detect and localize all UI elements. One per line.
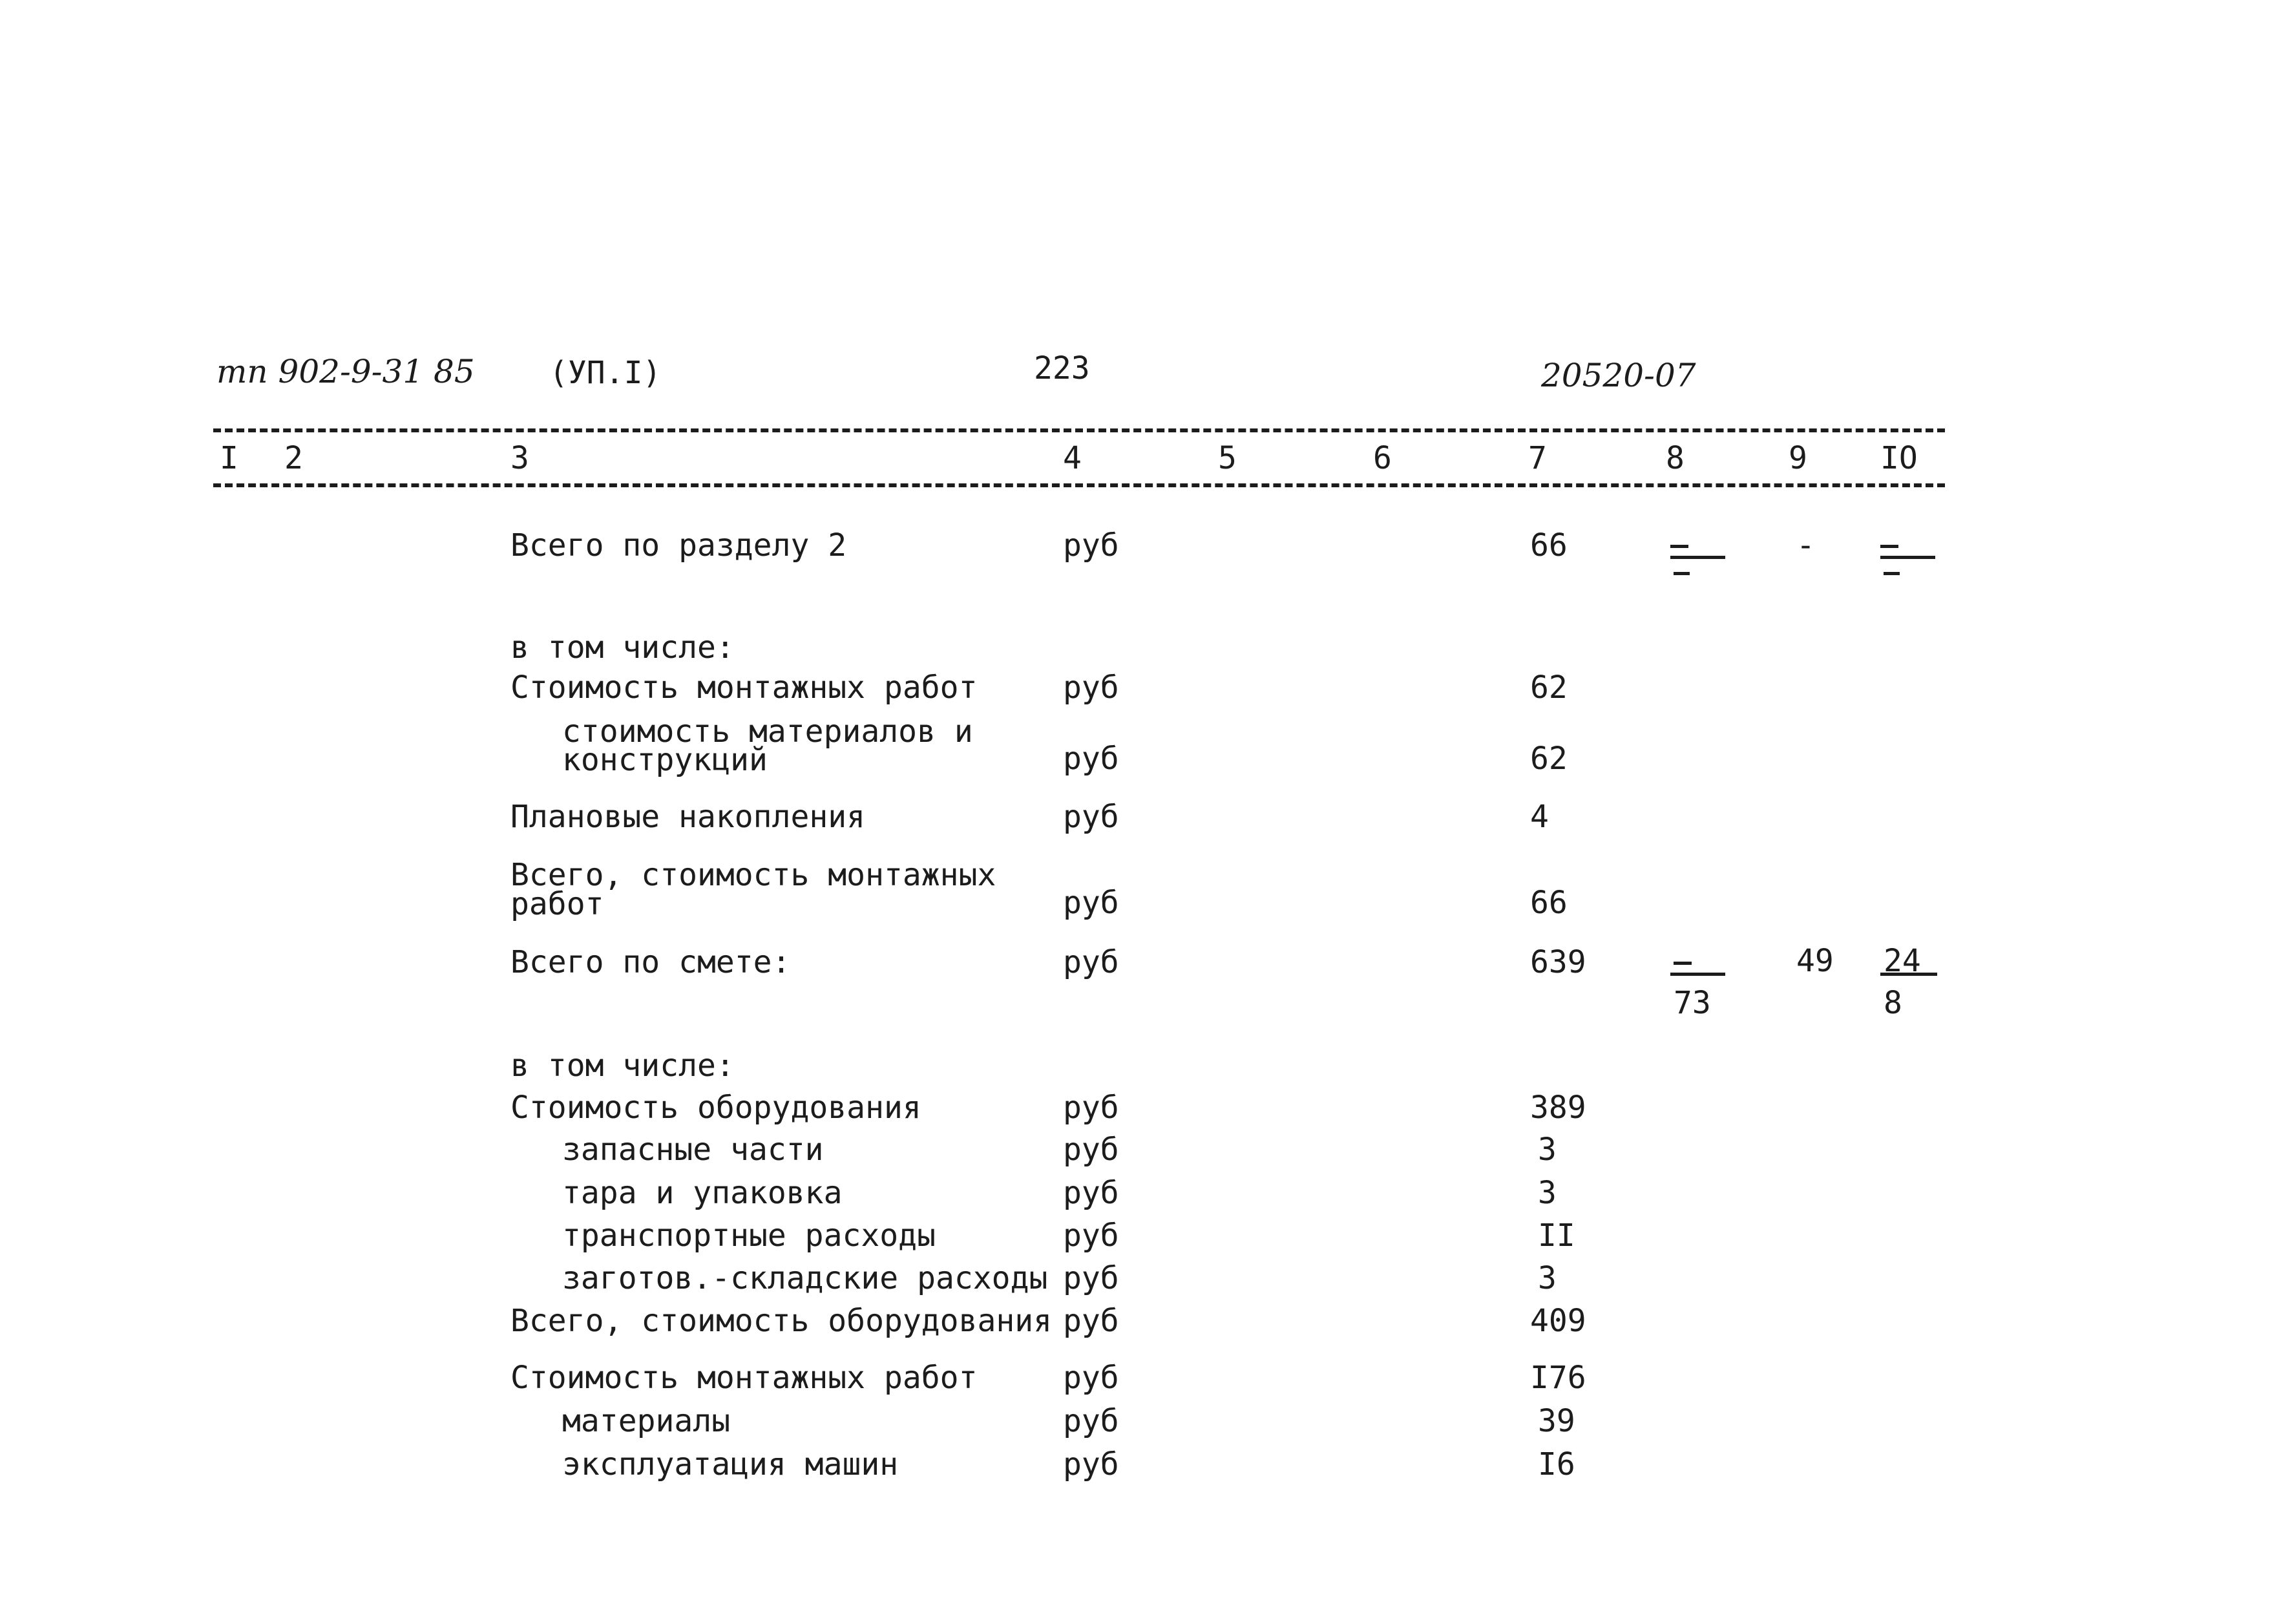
- col10-fraction-bar: [1880, 556, 1935, 559]
- col10-dash-mark: [1884, 572, 1900, 575]
- row-value-col7: I6: [1538, 1446, 1575, 1482]
- row-label: транспортные расходы: [562, 1218, 936, 1254]
- col10-fraction-bar: [1880, 973, 1937, 976]
- row-value-col7: 389: [1530, 1090, 1586, 1126]
- row-unit: руб: [1063, 741, 1119, 777]
- column-header-4: 4: [1063, 440, 1082, 476]
- col8-fraction-bar: [1670, 556, 1725, 559]
- column-header-6: 6: [1373, 440, 1392, 476]
- row-unit: руб: [1063, 1218, 1119, 1254]
- header-top-rule: [213, 428, 1945, 432]
- column-header-5: 5: [1218, 440, 1237, 476]
- row-value-col7: 409: [1530, 1303, 1586, 1339]
- row-unit: руб: [1063, 1360, 1119, 1396]
- row-value-col8-denominator: 73: [1674, 985, 1711, 1021]
- document-part: (УП.I): [549, 355, 662, 391]
- row-value-col7: 39: [1538, 1403, 1575, 1439]
- row-label: Стоимость монтажных работ: [510, 670, 978, 706]
- col10-dash-mark: [1880, 545, 1898, 548]
- page-number: 223: [1034, 350, 1090, 386]
- row-label: запасные части: [562, 1132, 824, 1168]
- row-value-col9: -: [1796, 527, 1815, 564]
- column-header-9: 9: [1789, 440, 1807, 476]
- row-label: материалы: [562, 1403, 731, 1439]
- row-unit: руб: [1063, 1403, 1119, 1439]
- row-unit: руб: [1063, 885, 1119, 921]
- row-label: Всего по разделу 2: [510, 527, 847, 564]
- row-label: в том числе:: [510, 1048, 735, 1084]
- column-header-7: 7: [1528, 440, 1547, 476]
- document-code: тп 902-9-31 85: [216, 353, 475, 390]
- row-value-col7: 3: [1538, 1175, 1557, 1211]
- row-label-continuation: конструкций: [562, 742, 768, 778]
- row-label: Плановые накопления: [510, 799, 866, 835]
- row-value-col7: 66: [1530, 527, 1568, 564]
- row-unit: руб: [1063, 1175, 1119, 1211]
- row-value-col10-numerator: 24: [1884, 943, 1921, 979]
- row-label: заготов.-складские расходы: [562, 1260, 1048, 1296]
- row-value-col7: 4: [1530, 799, 1549, 835]
- column-header-10: IO: [1880, 440, 1918, 476]
- row-label: в том числе:: [510, 629, 735, 666]
- row-unit: руб: [1063, 799, 1119, 835]
- row-label: тара и упаковка: [562, 1175, 843, 1211]
- col8-dash-mark: [1674, 572, 1690, 575]
- row-label: Стоимость оборудования: [510, 1090, 921, 1126]
- row-unit: руб: [1063, 944, 1119, 980]
- row-value-col7: II: [1538, 1218, 1575, 1254]
- col8-dash-mark: [1670, 545, 1688, 548]
- row-value-col10-denominator: 8: [1884, 985, 1902, 1021]
- sheet-code: 20520-07: [1541, 357, 1696, 394]
- row-unit: руб: [1063, 1303, 1119, 1339]
- row-unit: руб: [1063, 670, 1119, 706]
- row-label: Стоимость монтажных работ: [510, 1360, 978, 1396]
- col8-fraction-bar: [1670, 973, 1725, 976]
- col8-dash-mark: [1674, 962, 1692, 965]
- row-value-col7: I76: [1530, 1360, 1586, 1396]
- row-unit: руб: [1063, 1446, 1119, 1482]
- header-bottom-rule: [213, 483, 1945, 487]
- row-value-col7: 66: [1530, 885, 1568, 921]
- row-label: стоимость материалов и: [562, 713, 973, 750]
- row-label: Всего, стоимость оборудования: [510, 1303, 1053, 1339]
- row-value-col7: 639: [1530, 944, 1586, 980]
- row-value-col7: 62: [1530, 670, 1568, 706]
- row-value-col7: 3: [1538, 1260, 1557, 1296]
- column-header-8: 8: [1666, 440, 1685, 476]
- row-label: Всего, стоимость монтажных: [510, 857, 996, 893]
- row-label-continuation: работ: [510, 886, 604, 922]
- row-unit: руб: [1063, 527, 1119, 564]
- column-header-1: I: [220, 440, 238, 476]
- row-label: Всего по смете:: [510, 944, 791, 980]
- row-unit: руб: [1063, 1090, 1119, 1126]
- row-label: эксплуатация машин: [562, 1446, 899, 1482]
- row-unit: руб: [1063, 1132, 1119, 1168]
- row-unit: руб: [1063, 1260, 1119, 1296]
- row-value-col7: 3: [1538, 1132, 1557, 1168]
- column-header-3: 3: [510, 440, 529, 476]
- row-value-col7: 62: [1530, 741, 1568, 777]
- row-value-col9: 49: [1796, 943, 1834, 979]
- column-header-2: 2: [284, 440, 303, 476]
